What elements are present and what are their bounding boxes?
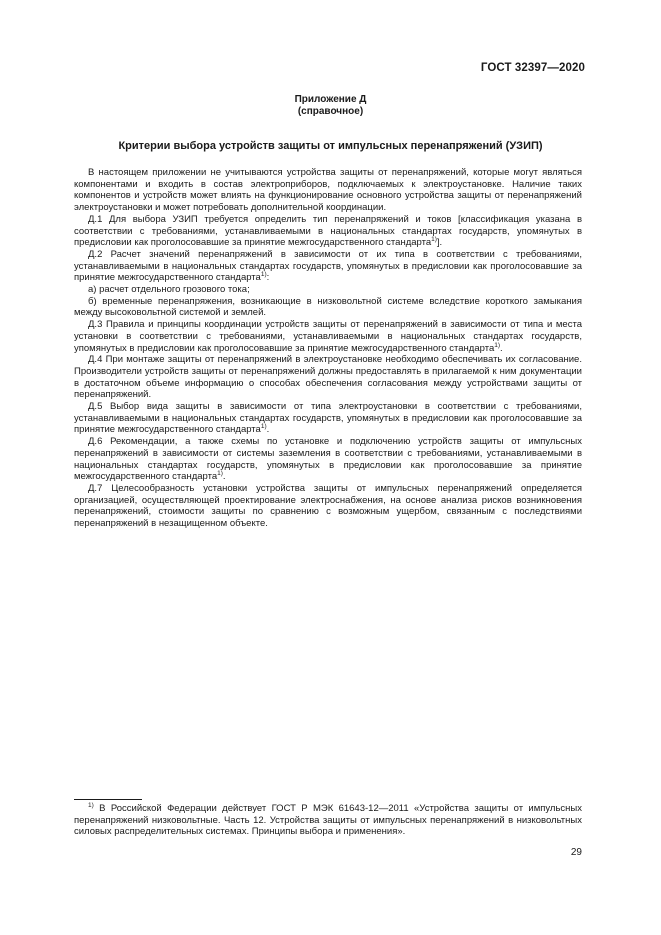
footnote-ref: 1) [431, 236, 437, 244]
clause-d3-end: . [500, 342, 503, 354]
clause-d2 [74, 249, 582, 284]
page-number: 29 [570, 847, 582, 858]
footnote-divider [74, 799, 142, 800]
clause-d3 [74, 319, 582, 354]
annex-body [74, 167, 582, 530]
intro-paragraph: В настоящем приложении не учитываются устройства защиты от перенапряжений, которые могут являться компонентами и входить в состав электроприборов, подключаемых к электроустановке. Наличие таких компонентов и устройств может влиять на функционирование основного устройства защиты от перенапряжений электроустановки и может потребовать дополнительной координации. [74, 167, 582, 214]
clause-d3-text: Д.3 Правила и принципы координации устройств защиты от перенапряжений в зависимости от типа и места установки в соответствии с требованиями, устанавливаемыми в национальных стандартах государств, упомянутых в предисловии как проголосовавшие за принятие межгосударственного стандарта [74, 319, 582, 354]
clause-d5-end: . [266, 424, 270, 436]
clause-d1-end: ]. [436, 237, 443, 249]
clause-d4: Д.4 При монтаже защиты от перенапряжений в электроустановке необходимо обеспечивать их согласование. Производители устройств защиты от перенапряжений должны предоставлять в прилагаемой к ним документации в достаточном объеме информацию о способах обеспечения согласования между устройствами защиты от перенапряжений. [74, 354, 582, 401]
annex-heading [0, 94, 661, 118]
annex-title: Критерии выбора устройств защиты от импульсных перенапряжений (УЗИП) [118, 140, 543, 152]
clause-d2-item-b: б) временные перенапряжения, возникающие в низковольтной системе вследствие короткого замыкания между высоковольтной системой и землей. [74, 295, 582, 319]
footnote-ref: 1) [260, 271, 267, 279]
clause-d5-text: Д.5 Выбор вида защиты в зависимости от типа электроустановки в соответствии с требованиями, устанавливаемыми в национальных стандартах государств, упомянутых в предисловии как проголосовавшие за принятие межгосударственного стандарта [74, 401, 582, 436]
clause-d6 [74, 436, 582, 483]
clause-d1 [74, 214, 582, 249]
footnote [74, 803, 582, 838]
clause-d5 [74, 401, 582, 436]
footnote-text: В Российской Федерации действует ГОСТ Р МЭК 61643-12—2011 «Устройства защиты от импульсных перенапряжений низковольтные. Часть 12. Устройства защиты от импульсных перенапряжений в низковольтных силовых распределительных системах. Принципы выбора и применения». [74, 803, 582, 838]
clause-d6-text: Д.6 Рекомендации, а также схемы по установке и подключению устройств защиты от импульсных перенапряжений в зависимости от системы заземления в соответствии с требованиями, устанавливаемыми в национальных стандартах государств, упомянутых в предисловии как проголосовавшие за принятие межгосударственного стандарта [74, 436, 582, 483]
footnote-ref: 1) [260, 423, 267, 431]
clause-d7: Д.7 Целесообразность установки устройства защиты от импульсных перенапряжений определяется организацией, осуществляющей проектирование электроснабжения, на основе анализа рисков возникновения перенапряжений, стоимости защиты по сравнению с возможным ущербом, связанным с последствиями перенапряжений в незащищенном объекте. [74, 482, 582, 530]
clause-d2-item-a: а) расчет отдельного грозового тока; [88, 284, 250, 296]
annex-status: (справочное) [297, 106, 364, 117]
clause-d2-end: : [266, 272, 270, 284]
annex-label: Приложение Д [294, 94, 367, 105]
footnote-ref: 1) [217, 470, 223, 478]
clause-d2-text: Д.2 Расчет значений перенапряжений в зависимости от их типа в соответствии с требованиями, устанавливаемыми в национальных стандартах государств, упомянутых в предисловии как проголосовавшие за принятие межгосударственного стандарта [74, 248, 582, 284]
footnote-ref: 1) [494, 341, 501, 349]
footnote-marker: 1) [88, 802, 94, 809]
clause-d6-end: . [222, 471, 226, 483]
document-number: ГОСТ 32397—2020 [480, 62, 585, 74]
clause-d1-text: Д.1 Для выбора УЗИП требуется определить тип перенапряжений и токов [классификация указана в соответствии с требованиями, устанавливаемыми в национальных стандартах государств, упомянутых в предисловии как проголосовавшие за принятие межгосударственного стандарта [74, 213, 582, 249]
